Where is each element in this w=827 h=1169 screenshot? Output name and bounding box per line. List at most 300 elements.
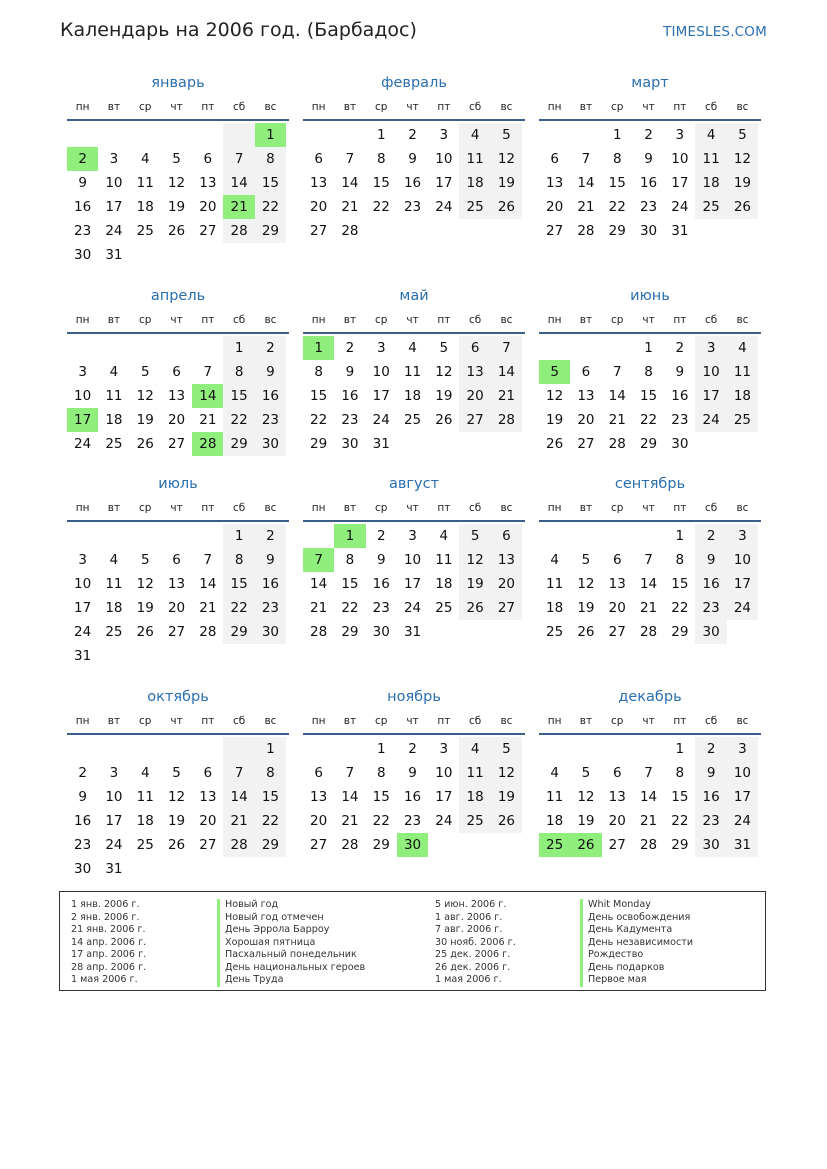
legend-holiday-name: День Кадумента <box>580 924 672 937</box>
day-cell: 21 <box>341 813 359 829</box>
day-cell: 17 <box>74 600 92 616</box>
day-cell: 29 <box>608 223 626 239</box>
day-cell: 28 <box>341 837 359 853</box>
weekday-label: чт <box>642 314 655 326</box>
empty-cell <box>334 123 365 147</box>
day-cell: 23 <box>372 600 390 616</box>
day-cell: 12 <box>546 388 564 404</box>
day-cell: 22 <box>608 199 626 215</box>
day-cell: 30 <box>671 436 689 452</box>
weekday-label: пн <box>75 101 90 113</box>
day-cell: 27 <box>199 223 217 239</box>
day-cell: 6 <box>172 552 181 568</box>
day-cell: 21 <box>639 813 658 829</box>
day-cell: 6 <box>459 336 490 360</box>
weekday-header <box>67 711 289 735</box>
weekday-label: вс <box>736 715 749 727</box>
day-cell: 23 <box>403 199 422 215</box>
day-cell: 24 <box>727 809 758 833</box>
weekday-label: пн <box>311 715 326 727</box>
day-cell: 7 <box>345 151 355 167</box>
day-cell: 9 <box>376 552 386 568</box>
day-cell: 25 <box>435 600 453 616</box>
empty-cell <box>602 737 633 761</box>
day-cell: 23 <box>255 596 286 620</box>
empty-cell <box>67 336 98 360</box>
legend-date: 28 апр. 2006 г. <box>71 961 147 973</box>
day-cell: 4 <box>727 336 758 360</box>
weekday-label: сб <box>705 715 718 727</box>
day-cell: 26 <box>136 436 154 452</box>
month-5 <box>303 282 525 456</box>
day-cell: 18 <box>546 813 564 829</box>
day-cell: 9 <box>675 364 685 380</box>
day-cell: 4 <box>550 552 559 568</box>
day-cell: 11 <box>695 147 726 171</box>
day-cell: 29 <box>223 432 254 456</box>
day-cell: 20 <box>199 813 217 829</box>
day-cell: 9 <box>695 761 726 785</box>
weekday-label: пт <box>201 502 215 514</box>
day-cell: 26 <box>727 195 758 219</box>
empty-cell <box>570 336 601 360</box>
day-cell: 20 <box>491 572 522 596</box>
empty-cell <box>98 524 129 548</box>
day-cell: 13 <box>199 175 217 191</box>
month-7 <box>67 470 289 668</box>
day-cell: 4 <box>140 765 150 781</box>
day-cell: 28 <box>341 223 359 239</box>
day-cell: 25 <box>546 624 564 640</box>
day-cell: 20 <box>546 199 564 215</box>
day-cell: 26 <box>459 596 490 620</box>
day-cell: 12 <box>727 147 758 171</box>
weekday-label: вс <box>500 715 513 727</box>
day-cell: 24 <box>671 199 689 215</box>
day-cell: 21 <box>199 600 217 616</box>
day-cell: 27 <box>310 223 328 239</box>
weekday-label: пн <box>547 502 562 514</box>
day-cell: 23 <box>74 837 92 853</box>
day-cell: 10 <box>671 151 689 167</box>
day-cell: 20 <box>577 412 595 428</box>
day-cell: 23 <box>341 412 359 428</box>
weekday-header <box>67 310 289 334</box>
day-cell: 23 <box>403 813 422 829</box>
day-cell: 21 <box>491 384 522 408</box>
day-cell: 31 <box>105 861 123 877</box>
empty-cell <box>98 737 129 761</box>
day-cell: 29 <box>372 837 390 853</box>
day-cell: 9 <box>408 765 417 781</box>
day-cell: 15 <box>255 785 286 809</box>
day-cell: 15 <box>372 175 390 191</box>
legend-date: 5 июн. 2006 г. <box>435 899 507 910</box>
legend-holiday-name: Рождество <box>580 949 643 962</box>
day-cell: 13 <box>577 388 595 404</box>
day-cell: 7 <box>581 151 591 167</box>
weekday-label: пн <box>547 101 562 113</box>
weekday-label: вт <box>107 502 121 514</box>
day-cell: 18 <box>105 600 123 616</box>
weekday-label: сб <box>469 314 482 326</box>
weekday-label: пн <box>547 314 562 326</box>
legend-date: 1 мая 2006 г. <box>435 974 502 985</box>
month-12 <box>539 683 761 857</box>
day-cell: 23 <box>695 809 726 833</box>
day-cell: 19 <box>577 813 595 829</box>
weekday-label: сб <box>705 314 718 326</box>
holiday-day: 5 <box>539 360 570 384</box>
day-cell: 30 <box>372 624 390 640</box>
day-cell: 30 <box>255 620 286 644</box>
day-cell: 18 <box>695 171 726 195</box>
day-cell: 7 <box>644 765 653 781</box>
weekday-label: пн <box>311 314 326 326</box>
weekday-label: пт <box>673 502 687 514</box>
weekday-label: вс <box>500 101 513 113</box>
month-name: декабрь <box>618 689 682 705</box>
weekday-label: чт <box>406 314 419 326</box>
empty-cell <box>539 524 570 548</box>
day-cell: 11 <box>546 576 564 592</box>
weekday-label: пн <box>75 314 90 326</box>
day-cell: 14 <box>491 360 522 384</box>
day-cell: 6 <box>491 524 522 548</box>
day-cell: 18 <box>136 199 154 215</box>
day-cell: 20 <box>310 199 328 215</box>
day-cell: 15 <box>608 175 626 191</box>
day-cell: 13 <box>459 360 490 384</box>
weekday-label: вс <box>736 314 749 326</box>
day-cell: 13 <box>310 789 328 805</box>
weekday-label: пн <box>75 715 90 727</box>
holiday-day: 1 <box>255 123 286 147</box>
day-cell: 22 <box>372 813 390 829</box>
day-cell: 10 <box>105 175 123 191</box>
day-cell: 17 <box>695 384 726 408</box>
weekday-label: чт <box>406 715 419 727</box>
day-cell: 17 <box>671 175 689 191</box>
day-cell: 25 <box>459 195 490 219</box>
day-grid <box>539 735 761 857</box>
day-cell: 31 <box>105 247 123 263</box>
day-cell: 14 <box>608 388 626 404</box>
day-cell: 19 <box>167 199 186 215</box>
day-cell: 18 <box>727 384 758 408</box>
day-cell: 2 <box>255 524 286 548</box>
holiday-day: 17 <box>67 408 98 432</box>
empty-cell <box>602 336 633 360</box>
weekday-label: пт <box>437 502 451 514</box>
day-cell: 1 <box>675 528 685 544</box>
day-cell: 3 <box>408 528 417 544</box>
empty-cell <box>67 737 98 761</box>
day-cell: 11 <box>105 576 123 592</box>
day-cell: 5 <box>727 123 758 147</box>
month-4 <box>67 282 289 456</box>
weekday-label: пт <box>673 715 687 727</box>
empty-cell <box>161 123 192 147</box>
day-cell: 22 <box>372 199 390 215</box>
day-cell: 11 <box>136 175 154 191</box>
day-cell: 7 <box>203 552 213 568</box>
weekday-label: сб <box>233 715 246 727</box>
day-cell: 22 <box>341 600 359 616</box>
legend-holiday-name: Пасхальный понедельник <box>217 949 357 962</box>
weekday-header <box>303 498 525 522</box>
day-cell: 15 <box>255 171 286 195</box>
day-cell: 8 <box>223 360 254 384</box>
legend-holiday-name: День подарков <box>580 962 664 975</box>
day-cell: 8 <box>644 364 653 380</box>
day-cell: 24 <box>727 596 758 620</box>
day-cell: 22 <box>310 412 328 428</box>
day-cell: 27 <box>577 436 595 452</box>
day-grid <box>539 121 761 243</box>
day-cell: 14 <box>310 576 328 592</box>
day-cell: 25 <box>727 408 758 432</box>
weekday-label: сб <box>233 101 246 113</box>
weekday-label: вс <box>264 715 277 727</box>
holiday-day: 25 <box>539 833 570 857</box>
day-cell: 17 <box>727 785 758 809</box>
day-cell: 5 <box>459 524 490 548</box>
weekday-label: пн <box>75 502 90 514</box>
day-cell: 8 <box>255 147 286 171</box>
day-cell: 15 <box>223 572 254 596</box>
day-cell: 8 <box>675 552 685 568</box>
day-cell: 4 <box>439 528 449 544</box>
day-cell: 22 <box>255 195 286 219</box>
day-cell: 16 <box>341 388 359 404</box>
legend-holiday-name: Хорошая пятница <box>217 937 315 950</box>
day-grid <box>303 522 525 644</box>
weekday-label: сб <box>705 101 718 113</box>
day-cell: 19 <box>491 171 522 195</box>
day-cell: 19 <box>491 785 522 809</box>
legend-date: 1 янв. 2006 г. <box>71 899 140 910</box>
day-cell: 26 <box>167 837 186 853</box>
day-cell: 10 <box>435 765 453 781</box>
day-cell: 1 <box>376 741 386 757</box>
day-cell: 13 <box>199 789 217 805</box>
day-cell: 13 <box>167 576 186 592</box>
month-name: июнь <box>630 288 670 304</box>
day-cell: 13 <box>167 388 186 404</box>
holiday-day: 21 <box>223 195 254 219</box>
day-cell: 3 <box>695 336 726 360</box>
day-cell: 14 <box>223 171 254 195</box>
day-cell: 2 <box>695 737 726 761</box>
day-cell: 30 <box>74 247 92 263</box>
day-cell: 27 <box>608 624 626 640</box>
weekday-header <box>539 97 761 121</box>
empty-cell <box>161 336 192 360</box>
empty-cell <box>192 123 223 147</box>
day-cell: 21 <box>199 412 217 428</box>
weekday-label: чт <box>406 502 419 514</box>
day-cell: 3 <box>439 741 449 757</box>
day-cell: 13 <box>310 175 328 191</box>
day-grid <box>67 522 289 668</box>
empty-cell <box>570 737 601 761</box>
day-cell: 2 <box>408 127 417 143</box>
day-cell: 20 <box>199 199 217 215</box>
weekday-header <box>303 97 525 121</box>
empty-cell <box>303 123 334 147</box>
day-cell: 15 <box>310 388 328 404</box>
day-grid <box>303 121 525 243</box>
day-cell: 26 <box>546 436 564 452</box>
day-cell: 26 <box>577 624 595 640</box>
day-cell: 11 <box>727 360 758 384</box>
holiday-day: 14 <box>192 384 223 408</box>
weekday-label: чт <box>170 101 183 113</box>
day-cell: 9 <box>695 548 726 572</box>
day-cell: 1 <box>376 127 386 143</box>
month-name: октябрь <box>147 689 209 705</box>
weekday-header <box>539 310 761 334</box>
day-cell: 28 <box>310 624 328 640</box>
day-cell: 12 <box>491 761 522 785</box>
month-8 <box>303 470 525 644</box>
weekday-label: сб <box>469 715 482 727</box>
day-cell: 26 <box>491 195 522 219</box>
day-cell: 26 <box>491 809 522 833</box>
weekday-label: чт <box>170 314 183 326</box>
day-cell: 16 <box>255 384 286 408</box>
day-cell: 6 <box>581 364 591 380</box>
day-grid <box>67 121 289 267</box>
day-cell: 11 <box>136 789 154 805</box>
empty-cell <box>539 123 570 147</box>
day-cell: 6 <box>203 765 213 781</box>
day-cell: 16 <box>695 572 726 596</box>
day-cell: 4 <box>140 151 150 167</box>
day-cell: 25 <box>403 412 422 428</box>
legend-holiday-name: Первое мая <box>580 974 647 987</box>
day-cell: 11 <box>459 761 490 785</box>
empty-cell <box>303 737 334 761</box>
day-cell: 17 <box>403 576 422 592</box>
day-cell: 29 <box>341 624 359 640</box>
day-cell: 4 <box>109 364 119 380</box>
day-cell: 23 <box>74 223 92 239</box>
day-cell: 23 <box>255 408 286 432</box>
day-cell: 17 <box>435 175 453 191</box>
weekday-label: вт <box>343 502 357 514</box>
day-cell: 6 <box>203 151 213 167</box>
day-cell: 11 <box>459 147 490 171</box>
day-cell: 25 <box>695 195 726 219</box>
day-cell: 3 <box>675 127 685 143</box>
day-cell: 9 <box>644 151 653 167</box>
day-cell: 25 <box>136 837 154 853</box>
day-cell: 2 <box>78 765 87 781</box>
empty-cell <box>161 737 192 761</box>
day-cell: 6 <box>612 552 622 568</box>
empty-cell <box>67 123 98 147</box>
day-cell: 7 <box>203 364 213 380</box>
day-cell: 22 <box>223 596 254 620</box>
weekday-header <box>67 498 289 522</box>
empty-cell <box>539 336 570 360</box>
day-cell: 24 <box>695 408 726 432</box>
day-cell: 10 <box>727 761 758 785</box>
weekday-label: сб <box>705 502 718 514</box>
day-cell: 3 <box>376 340 386 356</box>
empty-cell <box>130 737 161 761</box>
month-name: ноябрь <box>387 689 441 705</box>
day-cell: 3 <box>109 151 119 167</box>
weekday-label: ср <box>139 314 152 326</box>
day-cell: 14 <box>639 789 658 805</box>
day-cell: 12 <box>577 789 595 805</box>
holiday-day: 1 <box>334 524 365 548</box>
site-brand-link[interactable]: TIMESLES.COM <box>663 24 767 40</box>
day-cell: 26 <box>435 412 453 428</box>
legend-holiday-name: Новый год отмечен <box>217 912 324 925</box>
day-cell: 24 <box>74 624 92 640</box>
day-cell: 8 <box>376 765 386 781</box>
day-cell: 14 <box>577 175 595 191</box>
day-cell: 16 <box>372 576 390 592</box>
day-cell: 14 <box>223 785 254 809</box>
day-cell: 30 <box>639 223 658 239</box>
legend-holiday-name: День Эррола Барроу <box>217 924 329 937</box>
day-cell: 21 <box>341 199 359 215</box>
day-cell: 28 <box>608 436 626 452</box>
day-cell: 31 <box>671 223 689 239</box>
day-cell: 12 <box>167 175 186 191</box>
day-cell: 9 <box>255 548 286 572</box>
empty-cell <box>192 737 223 761</box>
weekday-label: сб <box>233 502 246 514</box>
weekday-label: чт <box>642 101 655 113</box>
day-cell: 28 <box>491 408 522 432</box>
day-cell: 27 <box>199 837 217 853</box>
empty-cell <box>602 524 633 548</box>
day-cell: 6 <box>314 151 323 167</box>
day-cell: 24 <box>435 813 453 829</box>
day-cell: 12 <box>459 548 490 572</box>
holiday-day: 7 <box>303 548 334 572</box>
day-cell: 22 <box>639 412 658 428</box>
day-cell: 10 <box>74 576 92 592</box>
day-cell: 28 <box>639 624 658 640</box>
month-name: март <box>631 75 669 91</box>
day-cell: 16 <box>695 785 726 809</box>
day-cell: 4 <box>408 340 417 356</box>
empty-cell <box>130 336 161 360</box>
legend-date: 25 дек. 2006 г. <box>435 949 511 960</box>
day-cell: 29 <box>639 436 658 452</box>
day-cell: 16 <box>671 388 689 404</box>
day-cell: 5 <box>491 123 522 147</box>
weekday-label: чт <box>406 101 419 113</box>
day-cell: 31 <box>727 833 758 857</box>
day-cell: 31 <box>74 648 92 664</box>
empty-cell <box>303 524 334 548</box>
month-1 <box>67 69 289 267</box>
empty-cell <box>192 336 223 360</box>
day-cell: 11 <box>546 789 564 805</box>
day-cell: 18 <box>136 813 154 829</box>
day-cell: 15 <box>372 789 390 805</box>
month-name: февраль <box>381 75 447 91</box>
day-cell: 4 <box>695 123 726 147</box>
